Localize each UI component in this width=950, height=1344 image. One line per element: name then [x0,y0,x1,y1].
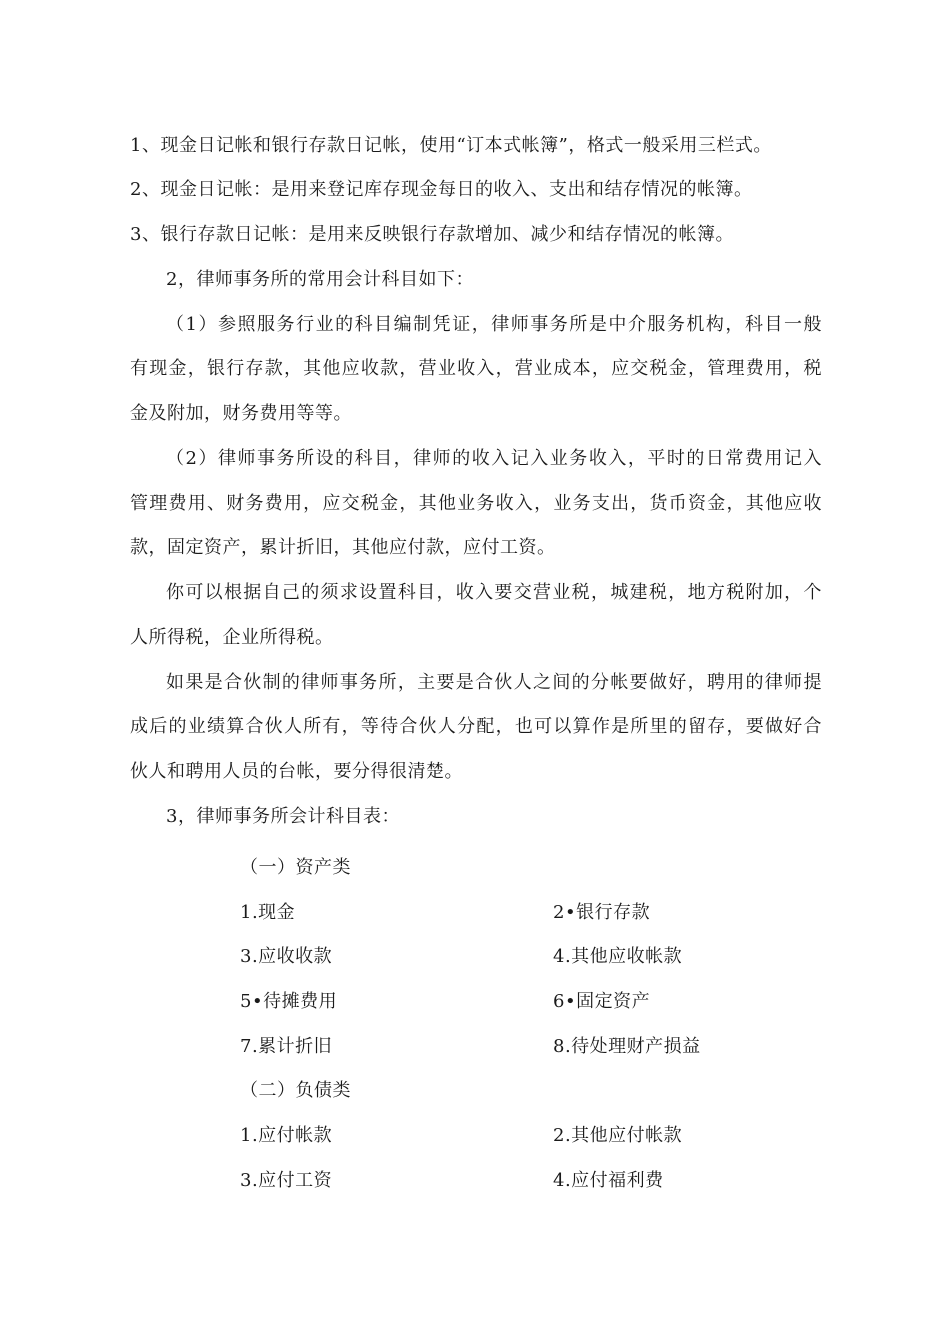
paragraph-3-line-2: 人所得税，企业所得税。 [130,627,334,648]
paragraph-4-line-2: 成后的业绩算合伙人所有，等待合伙人分配，也可以算作是所里的留存，要做好合 [130,716,822,737]
assets-item: 2•银行存款 [553,902,651,923]
list-item-1: 1、现金日记帐和银行存款日记帐，使用“订本式帐簿”，格式一般采用三栏式。 [130,135,772,156]
liabilities-item: 3.应付工资 [240,1170,333,1191]
liabilities-item: 2.其他应付帐款 [553,1125,683,1146]
assets-item: 4.其他应收帐款 [553,946,683,967]
paragraph-4-line-1: 如果是合伙制的律师事务所，主要是合伙人之间的分帐要做好，聘用的律师提 [166,672,822,693]
assets-item: 1.现金 [240,902,296,923]
assets-item: 6•固定资产 [553,991,651,1012]
paragraph-2-line-1: （2）律师事务所设的科目，律师的收入记入业务收入，平时的日常费用记入 [166,448,822,469]
assets-item: 3.应收收款 [240,946,333,967]
paragraph-1-line-1: （1）参照服务行业的科目编制凭证，律师事务所是中介服务机构，科目一般 [166,314,822,335]
liabilities-item: 4.应付福利费 [553,1170,664,1191]
assets-category-title: （一）资产类 [240,857,351,878]
section-2-heading: 2，律师事务所的常用会计科目如下： [166,269,474,290]
paragraph-2-line-2: 管理费用、财务费用，应交税金，其他业务收入，业务支出，货币资金，其他应收 [130,493,822,514]
list-item-2: 2、现金日记帐：是用来登记库存现金每日的收入、支出和结存情况的帐簿。 [130,179,753,200]
assets-item: 7.累计折旧 [240,1036,333,1057]
paragraph-2-line-3: 款，固定资产，累计折旧，其他应付款，应付工资。 [130,537,556,558]
list-item-3: 3、银行存款日记帐：是用来反映银行存款增加、减少和结存情况的帐簿。 [130,224,734,245]
assets-item: 5•待摊费用 [240,991,338,1012]
section-3-heading: 3，律师事务所会计科目表： [166,806,400,827]
paragraph-1-line-2: 有现金，银行存款，其他应收款，营业收入，营业成本，应交税金，管理费用，税 [130,358,822,379]
paragraph-3-line-1: 你可以根据自己的须求设置科目，收入要交营业税，城建税，地方税附加，个 [166,582,822,603]
assets-item: 8.待处理财产损益 [553,1036,701,1057]
liabilities-category-title: （二）负债类 [240,1080,351,1101]
paragraph-1-line-3: 金及附加，财务费用等等。 [130,403,352,424]
paragraph-4-line-3: 伙人和聘用人员的台帐，要分得很清楚。 [130,761,463,782]
liabilities-item: 1.应付帐款 [240,1125,333,1146]
